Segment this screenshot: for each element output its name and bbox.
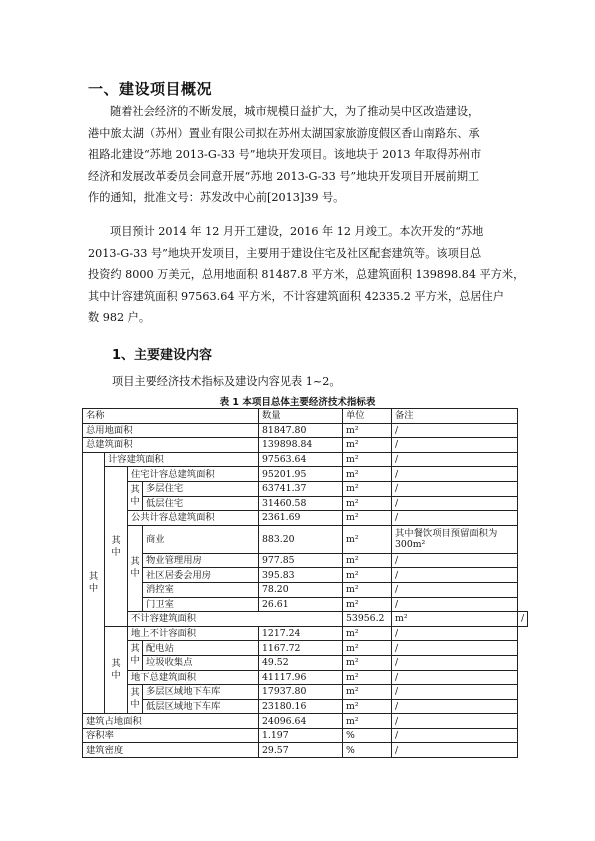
cell-unit: m²	[343, 655, 392, 670]
cell-note: 其中餐饮项目预留面积为 300m²	[392, 525, 518, 553]
table-row	[83, 597, 528, 612]
cell-name: 物业管理用房	[143, 553, 259, 568]
indicator-table	[82, 408, 528, 758]
cell-note: /	[392, 641, 518, 656]
paragraph-line: 随着社会经济的不断发展，城市规模日益扩大，为了推动吴中区改造建设，	[110, 105, 480, 118]
cell-name: 总用地面积	[83, 423, 259, 438]
cell-name: 计容建筑面积	[105, 452, 259, 467]
cell-name: 不计容建筑面积	[128, 612, 343, 627]
cell-note: /	[518, 612, 528, 627]
cell-unit: m²	[343, 626, 392, 641]
table-row	[83, 481, 528, 496]
cell-qty: 1217.24	[259, 626, 343, 641]
cell-unit: m²	[343, 481, 392, 496]
cell-qty: 2361.69	[259, 511, 343, 526]
group-qizhong-above: 其 中	[128, 641, 143, 670]
cell-unit: m²	[343, 582, 392, 597]
cell-qty: 139898.84	[259, 438, 343, 453]
cell-unit: m²	[343, 511, 392, 526]
cell-name: 配电站	[143, 641, 259, 656]
paragraph-line: 2013-G-33 号”地块开发项目，主要用于建设住宅及社区配套建筑等。该项目总	[88, 246, 482, 260]
cell-name: 商业	[143, 525, 259, 553]
table-row	[83, 438, 528, 453]
cell-note: /	[392, 568, 518, 583]
cell-qty: 17937.80	[259, 685, 343, 700]
cell-qty: 29.57	[259, 743, 343, 758]
table-row	[83, 525, 528, 553]
group-qizhong-outer: 其 中	[83, 452, 105, 714]
cell-name: 多层区域地下车库	[143, 685, 259, 700]
table-row	[83, 582, 528, 597]
cell-qty: 53956.2	[343, 612, 392, 627]
cell-name: 垃圾收集点	[143, 655, 259, 670]
cell-name: 门卫室	[143, 597, 259, 612]
table-row	[83, 612, 528, 627]
cell-qty: 26.61	[259, 597, 343, 612]
paragraph-schedule	[88, 221, 525, 329]
cell-unit: m²	[343, 467, 392, 482]
cell-name: 低层住宅	[143, 496, 259, 511]
cell-unit: m²	[343, 670, 392, 685]
cell-note: /	[392, 728, 518, 743]
cell-name: 消控室	[143, 582, 259, 597]
table-row	[83, 728, 528, 743]
cell-unit: m²	[343, 641, 392, 656]
cell-unit: m²	[343, 423, 392, 438]
cell-qty: 24096.64	[259, 714, 343, 729]
paragraph-line: 祖路北建设“苏地 2013-G-33 号”地块开发项目。该地块于 2013 年取得苏州市	[88, 148, 482, 161]
cell-unit: m²	[343, 553, 392, 568]
table-caption: 表 1 本项目总体主要经济技术指标表	[219, 397, 376, 408]
cell-qty: 97563.64	[259, 452, 343, 467]
cell-qty: 78.20	[259, 582, 343, 597]
paragraph-line: 其中计容建筑面积 97563.64 平方米，不计容建筑面积 42335.2 平方米，总居住户	[88, 289, 504, 303]
group-qizhong-not-counted: 其 中	[105, 626, 128, 714]
section-title: 一、建设项目概况	[88, 80, 213, 98]
table-row	[83, 699, 528, 714]
paragraph-background	[88, 101, 520, 209]
cell-name: 公共计容总建筑面积	[128, 511, 259, 526]
cell-note: /	[392, 714, 518, 729]
cell-name: 住宅计容总建筑面积	[128, 467, 259, 482]
group-qizhong-underground: 其 中	[128, 685, 143, 714]
paragraph-line: 经济和发展改革委员会同意开展“苏地 2013-G-33 号”地块开发项目开展前期工	[88, 169, 480, 183]
cell-unit: m²	[343, 699, 392, 714]
cell-note: /	[392, 452, 518, 467]
table-row	[83, 670, 528, 685]
table-row	[83, 553, 528, 568]
cell-note: /	[392, 670, 518, 685]
cell-name: 社区居委会用房	[143, 568, 259, 583]
subsection-title: 1、主要建设内容	[112, 348, 213, 363]
cell-note: /	[392, 655, 518, 670]
cell-note: /	[392, 553, 518, 568]
cell-unit: m²	[343, 496, 392, 511]
cell-qty: 95201.95	[259, 467, 343, 482]
paragraph-line: 作的通知，批准文号：苏发改中心前[2013]39 号。	[88, 191, 345, 204]
group-qizhong-public: 其 中	[128, 525, 143, 611]
paragraph-line: 投资约 8000 万美元，总用地面积 81487.8 平方米，总建筑面积 139898.84 平方米，	[88, 268, 525, 281]
cell-unit: m²	[343, 685, 392, 700]
cell-unit: m²	[343, 597, 392, 612]
table-row	[83, 626, 528, 641]
group-qizhong-counted: 其 中	[105, 467, 128, 626]
paragraph-line: 港中旅太湖（苏州）置业有限公司拟在苏州太湖国家旅游度假区香山南路东、承	[88, 126, 480, 140]
cell-note: /	[392, 438, 518, 453]
cell-note: /	[392, 685, 518, 700]
table-intro-text: 项目主要经济技术指标及建设内容见表 1~2。	[112, 375, 341, 388]
cell-qty: 31460.58	[259, 496, 343, 511]
paragraph-line: 数 982 户。	[88, 311, 151, 324]
table-row	[83, 452, 528, 467]
cell-qty: 395.83	[259, 568, 343, 583]
cell-note: /	[392, 626, 518, 641]
table-row	[83, 423, 528, 438]
cell-name: 地上不计容面积	[128, 626, 259, 641]
cell-unit: m²	[343, 525, 392, 553]
cell-unit: m²	[343, 438, 392, 453]
cell-unit: m²	[343, 452, 392, 467]
cell-note: /	[392, 699, 518, 714]
table-row	[83, 467, 528, 482]
cell-note: /	[392, 743, 518, 758]
cell-name: 地下总建筑面积	[128, 670, 259, 685]
cell-note: /	[392, 481, 518, 496]
cell-name: 多层住宅	[143, 481, 259, 496]
cell-name: 容积率	[83, 728, 259, 743]
cell-note: /	[392, 467, 518, 482]
table-row	[83, 655, 528, 670]
cell-qty: 1.197	[259, 728, 343, 743]
cell-unit: %	[343, 728, 392, 743]
table-row	[83, 496, 528, 511]
cell-unit: m²	[343, 714, 392, 729]
cell-name: 建筑密度	[83, 743, 259, 758]
table-row	[83, 743, 528, 758]
cell-unit: m²	[343, 568, 392, 583]
cell-name: 建筑占地面积	[83, 714, 259, 729]
header-quantity: 数量	[259, 409, 343, 424]
cell-note: /	[392, 496, 518, 511]
group-qizhong-res: 其 中	[128, 481, 143, 510]
table-row	[83, 714, 528, 729]
table-row	[83, 511, 528, 526]
table-row	[83, 685, 528, 700]
header-note: 备注	[392, 409, 518, 424]
cell-qty: 1167.72	[259, 641, 343, 656]
paragraph-line: 项目预计 2014 年 12 月开工建设，2016 年 12 月竣工。本次开发的“苏地	[110, 225, 484, 238]
table-row	[83, 641, 528, 656]
cell-qty: 883.20	[259, 525, 343, 553]
header-unit: 单位	[343, 409, 392, 424]
cell-unit: %	[343, 743, 392, 758]
table-row	[83, 568, 528, 583]
cell-note: /	[392, 582, 518, 597]
header-name: 名称	[83, 409, 259, 424]
cell-name: 总建筑面积	[83, 438, 259, 453]
cell-qty: 23180.16	[259, 699, 343, 714]
cell-note: /	[392, 423, 518, 438]
cell-qty: 977.85	[259, 553, 343, 568]
cell-qty: 81847.80	[259, 423, 343, 438]
cell-qty: 63741.37	[259, 481, 343, 496]
cell-note: /	[392, 511, 518, 526]
cell-note: /	[392, 597, 518, 612]
cell-qty: 41117.96	[259, 670, 343, 685]
cell-qty: 49.52	[259, 655, 343, 670]
cell-unit: m²	[392, 612, 518, 627]
cell-name: 低层区域地下车库	[143, 699, 259, 714]
table-header-row	[83, 409, 528, 424]
